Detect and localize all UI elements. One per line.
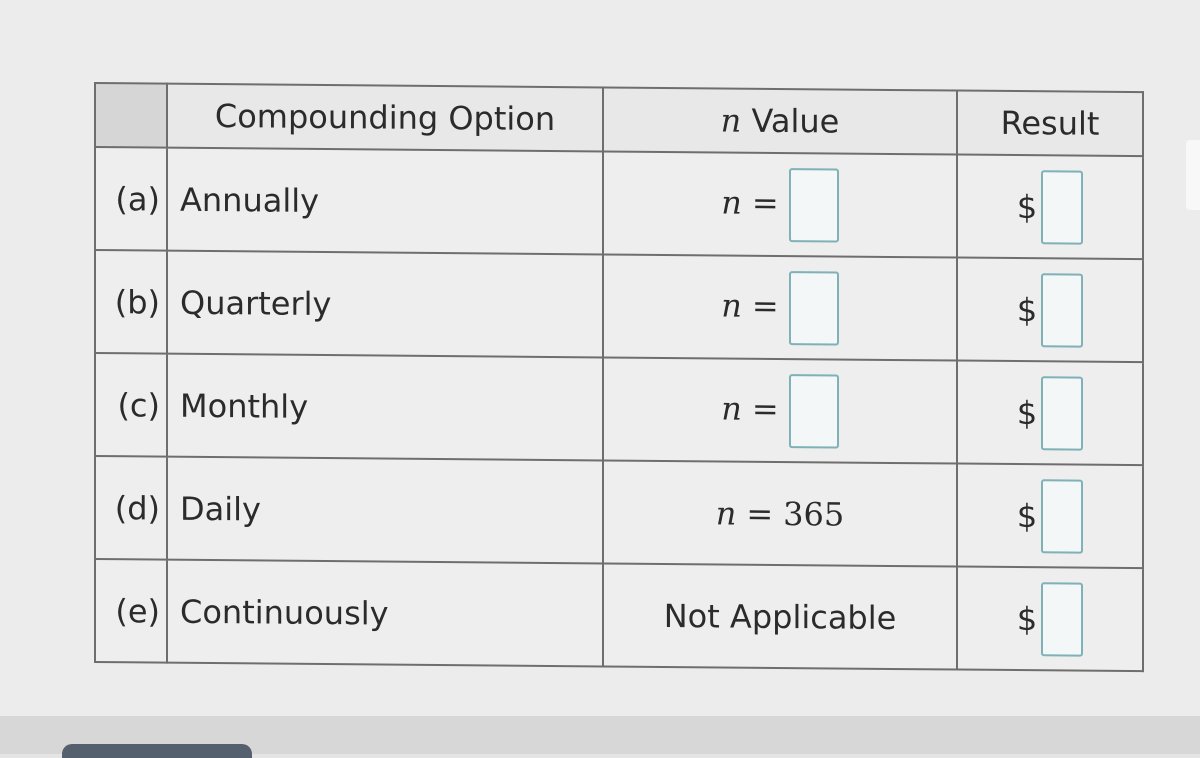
compounding-option: Daily <box>167 457 603 564</box>
result-cell <box>957 361 1143 466</box>
n-answer-box[interactable] <box>789 374 839 448</box>
result-answer-box[interactable] <box>1041 479 1083 553</box>
table-row <box>95 353 1143 465</box>
result-answer-box[interactable] <box>1041 582 1083 656</box>
result-header: Result <box>957 91 1143 157</box>
result-cell <box>957 155 1143 260</box>
bottom-tab[interactable] <box>62 744 252 758</box>
dollar-sign: $ <box>1016 496 1038 535</box>
result-cell <box>957 258 1143 363</box>
row-label: (d) <box>95 456 167 560</box>
row-label: (b) <box>95 250 167 354</box>
n-value-cell <box>603 357 957 463</box>
table-row <box>95 456 1143 568</box>
n-variable: n <box>715 493 737 533</box>
n-value: 365 <box>783 494 845 534</box>
dollar-sign: $ <box>1016 187 1038 226</box>
side-handle <box>1186 140 1200 210</box>
n-answer-box[interactable] <box>789 271 839 345</box>
compounding-option: Annually <box>167 148 603 255</box>
compounding-option-header: Compounding Option <box>167 84 603 152</box>
dollar-sign: $ <box>1016 290 1038 329</box>
n-variable: n <box>721 285 742 325</box>
n-answer-box[interactable] <box>789 168 839 242</box>
n-value-header-text: Value <box>741 101 840 141</box>
not-applicable-text: Not Applicable <box>663 596 897 637</box>
compounding-option: Monthly <box>167 354 603 461</box>
equals-sign: = <box>751 286 779 325</box>
n-value-cell <box>603 151 957 257</box>
compounding-option: Continuously <box>167 560 603 667</box>
equals-sign: = <box>751 183 779 222</box>
corner-cell <box>95 83 167 148</box>
n-variable: n <box>721 182 742 222</box>
dollar-sign: $ <box>1016 599 1038 638</box>
n-variable: n <box>720 101 742 140</box>
compounding-option: Quarterly <box>167 251 603 358</box>
result-cell <box>957 567 1143 672</box>
table-row <box>95 559 1143 671</box>
equals-sign: = <box>746 494 774 533</box>
result-answer-box[interactable] <box>1041 376 1083 450</box>
n-value-cell <box>603 254 957 360</box>
n-value-cell <box>603 563 957 669</box>
result-cell <box>957 464 1143 569</box>
table-row <box>95 147 1143 259</box>
n-value-header <box>603 87 957 154</box>
result-answer-box[interactable] <box>1041 170 1083 244</box>
compounding-table <box>94 82 1144 672</box>
header-row <box>95 83 1143 156</box>
dollar-sign: $ <box>1016 393 1038 432</box>
n-value-cell <box>603 460 957 566</box>
row-label: (c) <box>95 353 167 457</box>
equals-sign: = <box>751 389 779 428</box>
row-label: (e) <box>95 559 167 663</box>
table-row <box>95 250 1143 362</box>
n-variable: n <box>721 388 742 428</box>
row-label: (a) <box>95 147 167 251</box>
result-answer-box[interactable] <box>1041 273 1083 347</box>
